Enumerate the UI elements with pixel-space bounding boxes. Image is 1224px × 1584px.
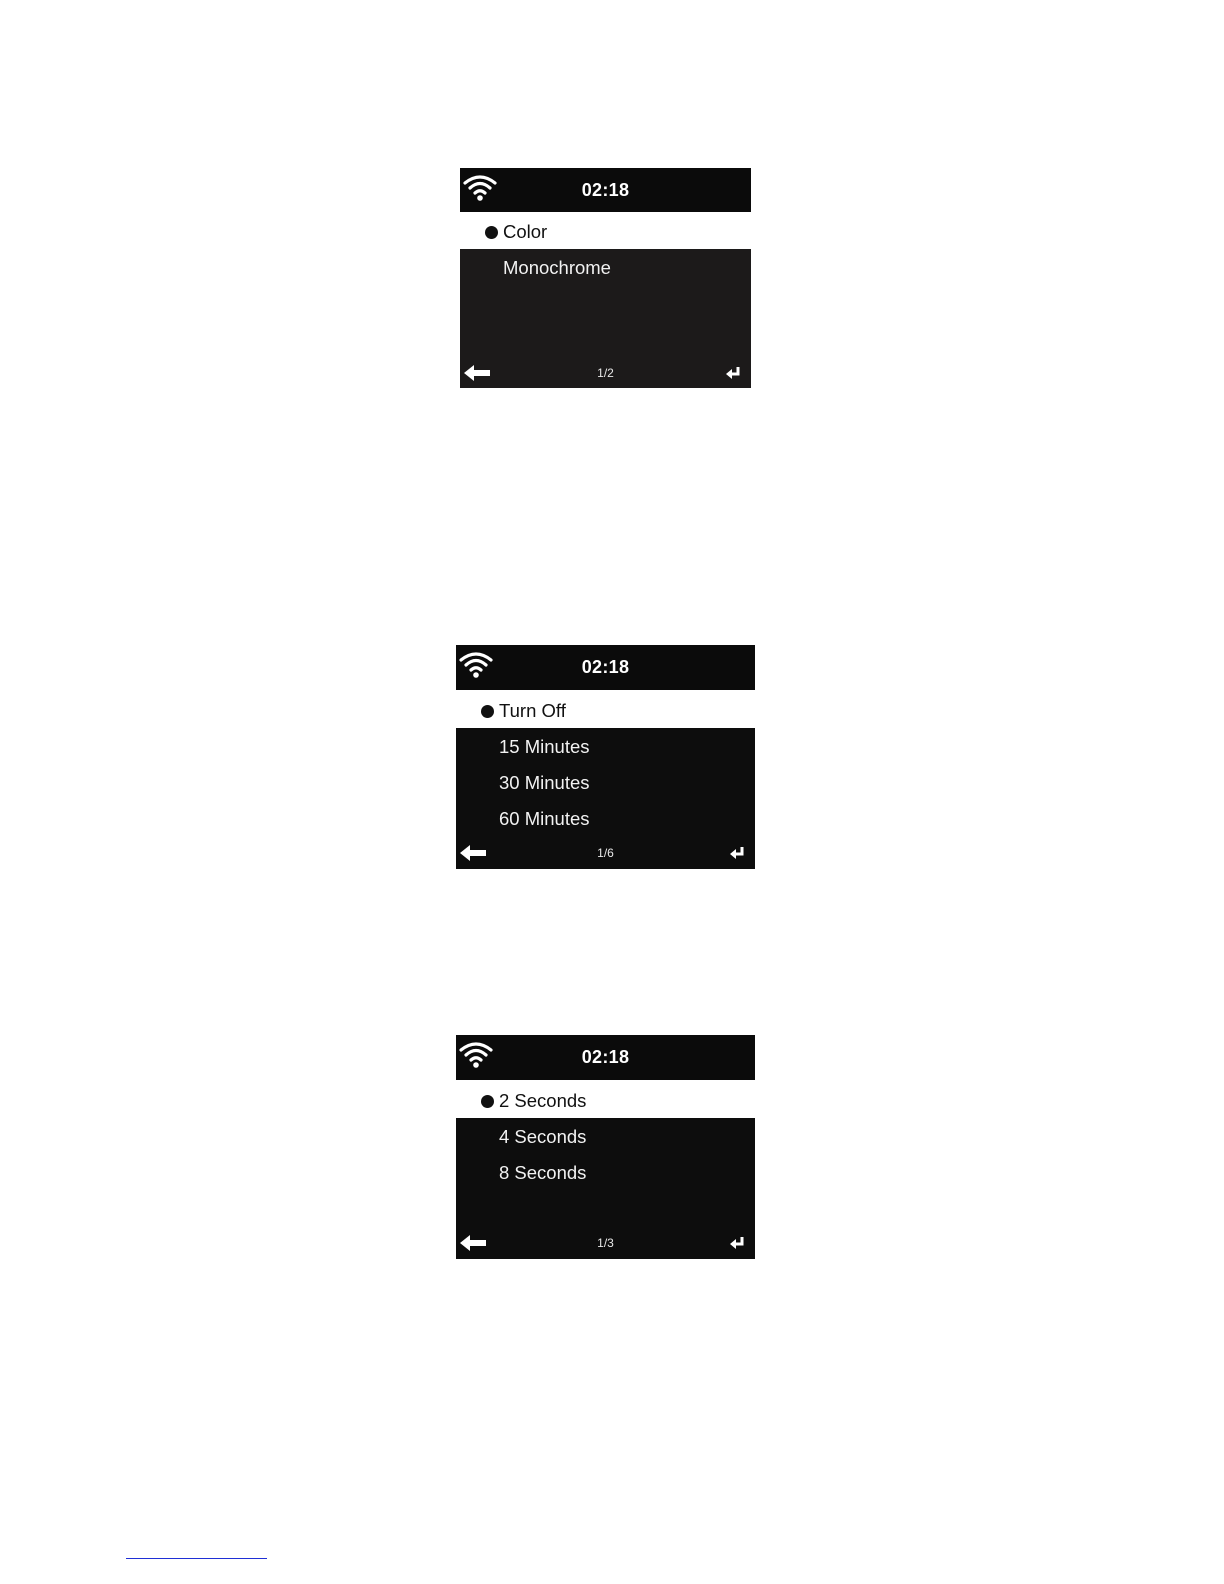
bullet-dot-icon: [481, 705, 494, 718]
menu-item[interactable]: [460, 250, 751, 286]
bullet-dot-icon: [485, 226, 498, 239]
menu-item-selected[interactable]: [456, 1083, 755, 1119]
menu-item-label: 30 Minutes: [499, 772, 590, 793]
footer-bar: [456, 1228, 755, 1258]
menu-item-label: 4 Seconds: [499, 1126, 587, 1147]
status-bar: [456, 645, 755, 690]
menu-item[interactable]: [456, 729, 755, 765]
page-indicator: 1/6: [597, 846, 614, 860]
bullet-dot-icon: [481, 1095, 494, 1108]
menu-item[interactable]: [456, 765, 755, 801]
page-indicator: 1/3: [597, 1236, 614, 1250]
menu-item-label: 15 Minutes: [499, 736, 590, 757]
display-color-screen: [460, 168, 751, 388]
menu-item-label: 60 Minutes: [499, 808, 590, 829]
enter-return-icon[interactable]: [730, 1235, 746, 1251]
menu-item[interactable]: [456, 801, 755, 837]
enter-return-icon[interactable]: [730, 845, 746, 861]
menu-list: [456, 728, 755, 869]
menu-item-selected[interactable]: [456, 693, 755, 729]
menu-item-label: Turn Off: [499, 700, 566, 721]
clock: 02:18: [581, 1047, 630, 1067]
menu-item-label: 2 Seconds: [499, 1090, 587, 1111]
menu-item-selected[interactable]: [460, 214, 751, 250]
menu-item-label: Monochrome: [503, 257, 611, 278]
sleep-timer-screen: [456, 645, 755, 869]
interval-screen: [456, 1035, 755, 1259]
menu-list: [456, 1118, 755, 1259]
menu-item-label: 8 Seconds: [499, 1162, 587, 1183]
menu-list: [460, 249, 751, 388]
status-bar: [456, 1035, 755, 1080]
clock: 02:18: [581, 657, 630, 677]
menu-item[interactable]: [456, 1155, 755, 1191]
menu-item[interactable]: [456, 1119, 755, 1155]
menu-item-label: Color: [503, 221, 548, 242]
footer-bar: [456, 838, 755, 868]
page-indicator: 1/2: [597, 366, 614, 380]
link-underline: [126, 1558, 267, 1559]
clock: 02:18: [581, 180, 630, 200]
enter-return-icon[interactable]: [726, 365, 742, 381]
footer-bar: [460, 358, 751, 388]
status-bar: [460, 168, 751, 212]
